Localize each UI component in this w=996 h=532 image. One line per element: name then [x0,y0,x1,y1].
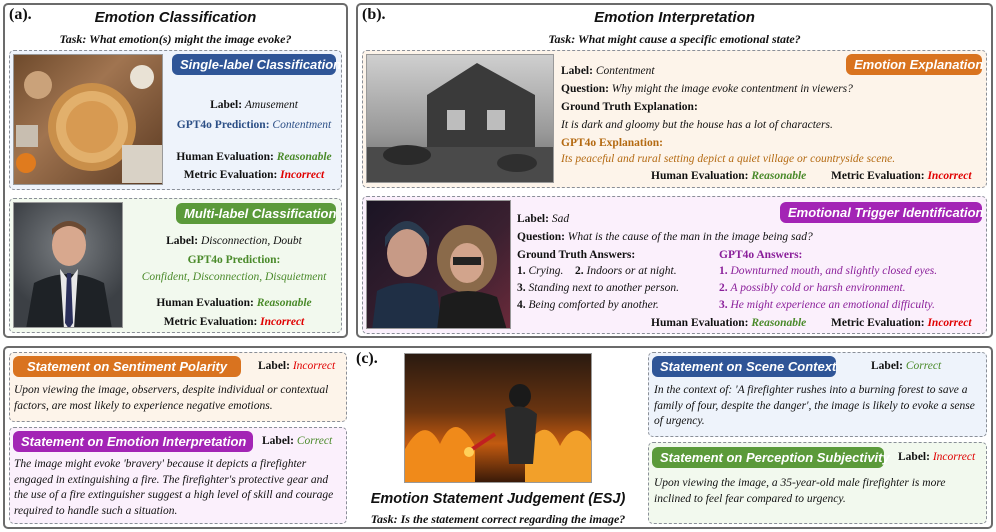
explanation-gpt-value: Its peaceful and rural setting depict a quiet village or countryside scene. [561,153,896,165]
interpretation-statement-text: The image might evoke 'bravery' because it depicts a firefighter engaged in extinguishing a fire. The firefighter's protective gear and the use of a fire extinguisher suggest a high level of skill and courage required to handle such a situation. [14,458,334,517]
panel-b-label: (b). [362,6,386,23]
panel-a-label: (a). [9,6,32,23]
explanation-gt-value: It is dark and gloomy but the house has a lot of characters. [561,119,833,131]
sentiment-statement-text: Upon viewing the image, observers, despite individual or contextual factors, are most likely to experience negative emotions. [14,384,329,412]
trigger-gt-item-4: 4. Being comforted by another. [517,299,659,311]
explanation-metric-eval: Metric Evaluation: Incorrect [831,170,972,182]
multi-label-pill: Multi-label Classification [176,203,336,224]
food-photo [13,54,163,185]
panel-c-label: (c). [356,350,378,367]
single-human-eval: Human Evaluation: Reasonable [176,151,332,163]
multi-metric-eval: Metric Evaluation: Incorrect [163,316,305,328]
sentiment-label-line: Label: Incorrect [258,360,336,372]
trigger-gpt-key: GPT4o Answers: [719,249,803,261]
emotion-interpretation-pill: Statement on Emotion Interpretation [13,431,253,452]
trigger-gpt-item-2: 2. A possibly cold or harsh environment. [719,282,906,294]
explanation-question-line: Question: Why might the image evoke contentment in viewers? [561,83,853,95]
trigger-gt-item-2: 2. Indoors or at night. [575,265,677,277]
panel-a-title: Emotion Classification [94,9,257,26]
multi-prediction-value: Confident, Disconnection, Disquietment [141,271,327,283]
trigger-gt-item-3: 3. Standing next to another person. [517,282,679,294]
explanation-human-eval: Human Evaluation: Reasonable [651,170,807,182]
scene-label-line: Label: Correct [871,360,942,372]
explanation-label-line: Label: Contentment [561,65,655,77]
trigger-gpt-item-3: 3. He might experience an emotional difficulty. [719,299,935,311]
panel-c-task: Task: Is the statement correct regarding the image? [370,512,626,526]
panel-c-title: Emotion Statement Judgement (ESJ) [370,491,626,507]
trigger-metric-eval: Metric Evaluation: Incorrect [831,317,972,329]
sentiment-polarity-pill: Statement on Sentiment Polarity [13,356,241,377]
explanation-gpt-key: GPT4o Explanation: [561,137,663,149]
scene-context-pill: Statement on Scene Context [652,356,836,377]
emotional-trigger-pill: Emotional Trigger Identification [780,202,982,223]
multi-prediction-key: GPT4o Prediction: [187,254,281,266]
single-metric-eval: Metric Evaluation: Incorrect [183,169,325,181]
single-label-pill: Single-label Classification [172,54,336,75]
perception-subjectivity-pill: Statement on Perception Subjectivity [652,447,884,468]
man-portrait-photo [13,202,123,328]
single-label-line: Label: Amusement [210,99,298,111]
panel-b-task: Task: What might cause a specific emotional state? [548,32,801,46]
subjectivity-label-line: Label: Incorrect [898,451,976,463]
multi-human-eval: Human Evaluation: Reasonable [156,297,312,309]
trigger-human-eval: Human Evaluation: Reasonable [651,317,807,329]
scene-statement-text: In the context of: 'A firefighter rushes into a burning forest to save a family of four, despite the danger', the image is likely to evoke a sense of urgency. [654,384,975,427]
explanation-gt-key: Ground Truth Explanation: [561,101,698,113]
subjectivity-statement-text: Upon viewing the image, a 35-year-old male firefighter is more inclined to feel fear compared to urgency. [654,477,946,505]
firefighter-photo [404,353,592,483]
trigger-gt-key: Ground Truth Answers: [517,249,636,261]
interpretation-label-line: Label: Correct [262,435,333,447]
single-prediction-line: GPT4o Prediction: Contentment [176,119,332,131]
village-sketch-photo [366,54,554,183]
emotion-explanation-pill: Emotion Explanation [846,54,982,75]
trigger-gt-item-1: 1. Crying. [517,265,564,277]
panel-a-task: Task: What emotion(s) might the image evoke? [59,32,292,46]
two-men-photo [366,200,511,329]
panel-b-title: Emotion Interpretation [594,9,755,26]
trigger-gpt-item-1: 1. Downturned mouth, and slightly closed eyes. [719,265,938,277]
trigger-question-line: Question: What is the cause of the man in the image being sad? [517,231,813,243]
trigger-label-line: Label: Sad [517,213,570,225]
multi-label-line: Label: Disconnection, Doubt [166,235,302,247]
